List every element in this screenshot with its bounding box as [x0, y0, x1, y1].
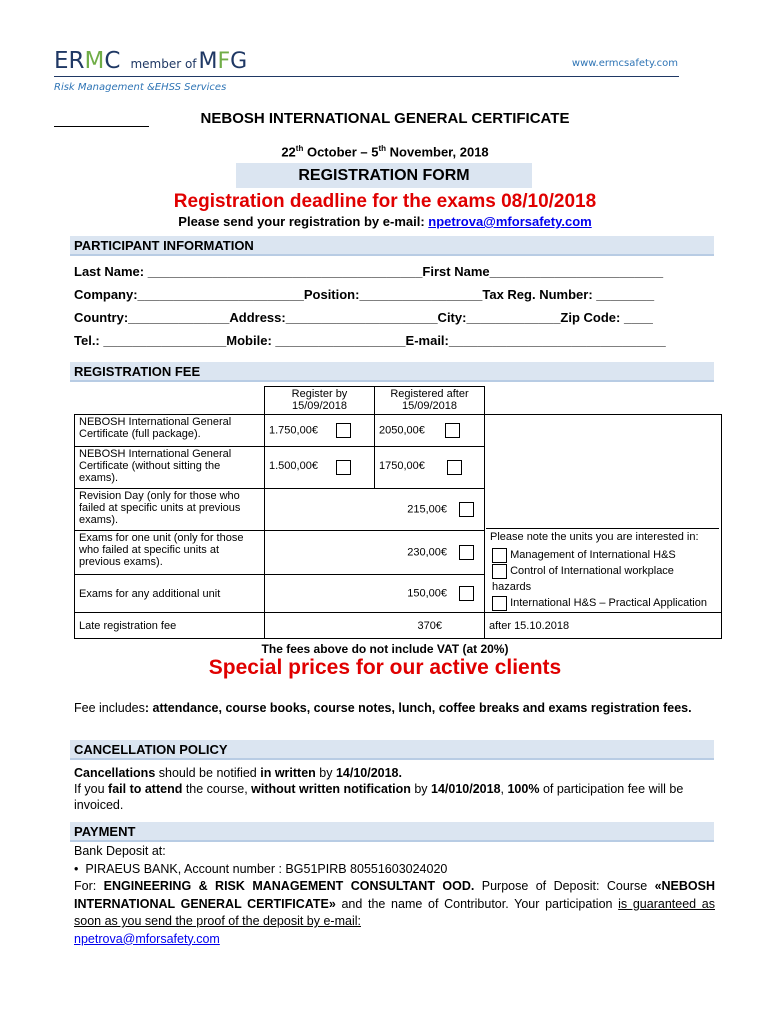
deadline-text: Registration deadline for the exams 08/10/2018	[173, 191, 597, 212]
member-of-text: member of	[130, 57, 197, 71]
country-line[interactable]: Country:______________Address:_____________________City:_____________Zip Code: ____	[74, 310, 653, 325]
checkbox[interactable]	[492, 596, 507, 611]
checkbox[interactable]	[459, 502, 474, 517]
late-fee-note: after 15.10.2018	[485, 613, 722, 639]
last-name-line[interactable]: Last Name: ______________________________________First Name________________________	[74, 264, 664, 279]
email-link[interactable]: npetrova@mforsafety.com	[428, 214, 592, 229]
checkbox[interactable]	[459, 545, 474, 560]
registration-form-heading: REGISTRATION FORM	[236, 163, 532, 188]
units-panel	[486, 528, 719, 618]
cancellation-heading: CANCELLATION POLICY	[70, 740, 714, 760]
table-row: NEBOSH International General Certificate (full package). 1.750,00€ 2050,00€	[75, 415, 722, 447]
vat-note: The fees above do not include VAT (at 20%)	[261, 642, 509, 656]
unit-option[interactable]: International H&S – Practical Application	[492, 595, 715, 611]
header-divider	[54, 76, 679, 77]
website-link[interactable]: www.ermcsafety.com	[571, 58, 678, 69]
ermc-logo: ERMC member ofMFG	[54, 48, 248, 74]
unit-option[interactable]: Management of International H&S	[492, 547, 715, 563]
col-registered-after: Registered after 15/09/2018	[375, 387, 485, 415]
participant-heading: PARTICIPANT INFORMATION	[70, 236, 714, 256]
page-title: NEBOSH INTERNATIONAL GENERAL CERTIFICATE	[200, 110, 570, 127]
units-note: Please note the units you are interested in:	[490, 531, 699, 543]
table-row: NEBOSH International General Certificate (without sitting the exams). 1.500,00€ 1750,00€	[75, 447, 722, 489]
checkbox[interactable]	[492, 564, 507, 579]
company-line[interactable]: Company:_______________________Position:_________________Tax Reg. Number: ________	[74, 287, 655, 302]
unit-option[interactable]: Control of International workplace hazards	[492, 565, 674, 593]
send-instructions: Please send your registration by e-mail: npetrova@mforsafety.com	[178, 214, 592, 229]
registration-fee-heading: REGISTRATION FEE	[70, 362, 714, 382]
tagline: Risk Management &EHSS Services	[54, 82, 227, 93]
table-row: Revision Day (only for those who failed at specific units at previous exams). 215,00€	[75, 489, 722, 531]
special-prices: Special prices for our active clients	[208, 656, 562, 679]
cancellation-text: Cancellations should be notified in written by 14/10/2018. If you fail to attend the course, without written notification by 14/010/2018, 100% of participation fee will be invoiced.	[74, 766, 684, 812]
table-row: Exams for one unit (only for those who failed at specific units at previous exams). 230,00€	[75, 531, 722, 575]
payment-text: Bank Deposit at: • PIRAEUS BANK, Account number : BG51PIRB 80551603024020 For: ENGINEERING & RISK MANAGEMENT CONSULTANT OOD. Purpose of Deposit: Course «NEBOSH INTERNATIONAL GENERAL CERTIFICATE» and the name of Contributor. Your participation is guaranteed as soon as you send the proof of the deposit by e-mail: npetrova@mforsafety.com	[74, 844, 716, 946]
table-row: Late registration fee 370€ after 15.10.2018	[75, 613, 722, 639]
checkbox[interactable]	[336, 423, 351, 438]
checkbox[interactable]	[459, 586, 474, 601]
tel-line[interactable]: Tel.: _________________Mobile: __________________E-mail:______________________________	[74, 333, 666, 348]
course-dates: 22th October – 5th November, 2018	[281, 144, 489, 160]
col-register-by: Register by 15/09/2018	[265, 387, 375, 415]
checkbox[interactable]	[445, 423, 460, 438]
payment-heading: PAYMENT	[70, 822, 714, 842]
checkbox[interactable]	[492, 548, 507, 563]
fee-includes: Fee includes: attendance, course books, course notes, lunch, coffee breaks and exams registration fees.	[74, 701, 692, 715]
table-row: Exams for any additional unit 150,00€	[75, 575, 722, 613]
payment-email-link[interactable]: npetrova@mforsafety.com	[74, 931, 220, 946]
checkbox[interactable]	[447, 460, 462, 475]
checkbox[interactable]	[336, 460, 351, 475]
